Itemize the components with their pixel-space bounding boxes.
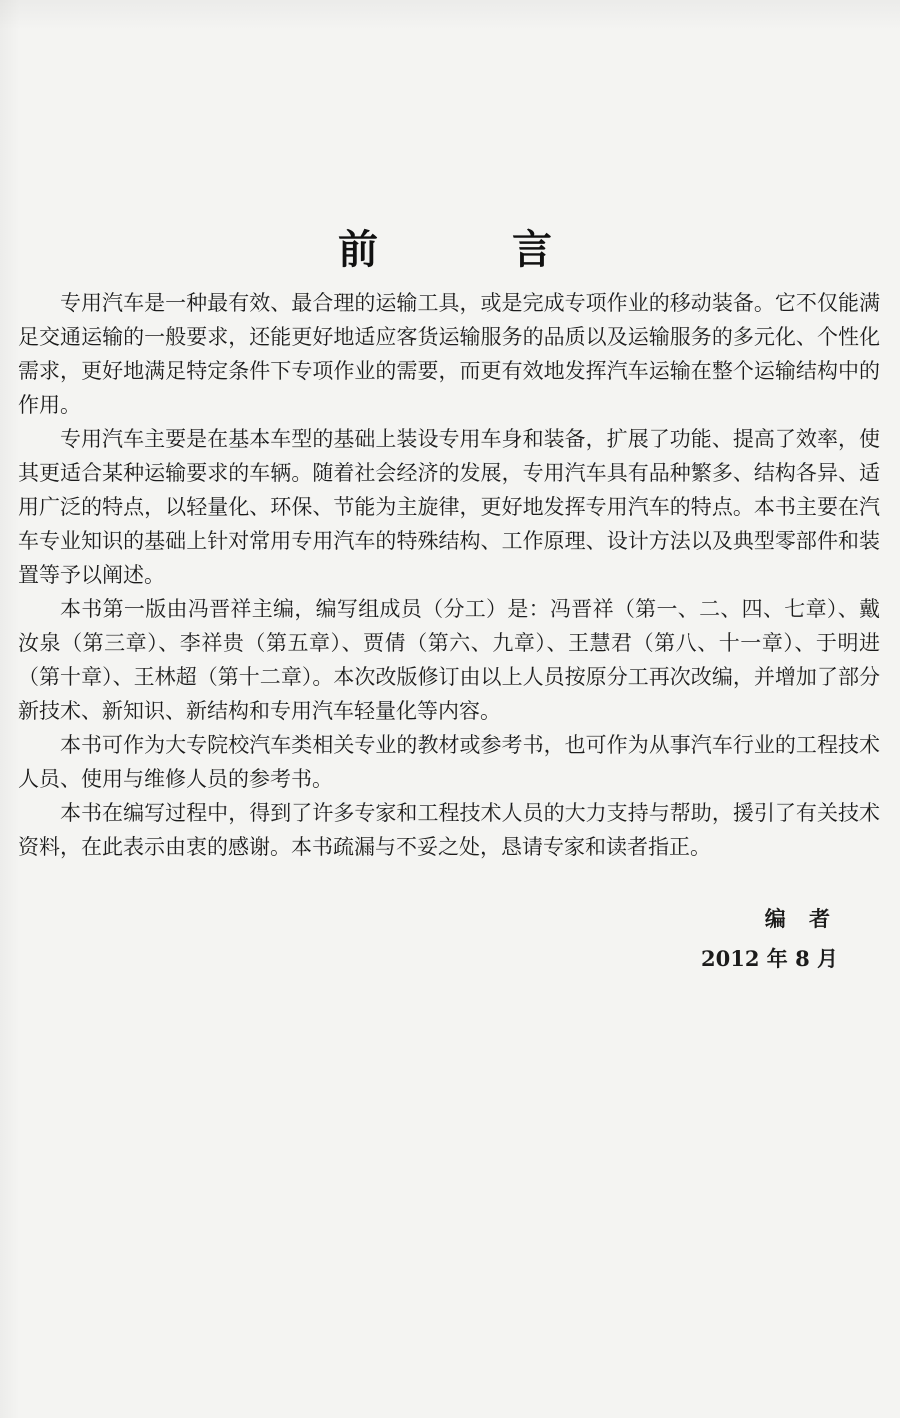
signature-block	[701, 902, 838, 976]
paragraph-1: 专用汽车是一种最有效、最合理的运输工具，或是完成专项作业的移动装备。它不仅能满足交通运输的一般要求，还能更好地适应客货运输服务的品质以及运输服务的多元化、个性化需求，更好地满足特定条件下专项作业的需要，而更有效地发挥汽车运输在整个运输结构中的作用。	[18, 291, 880, 417]
paragraph-4: 本书可作为大专院校汽车类相关专业的教材或参考书，也可作为从事汽车行业的工程技术人员、使用与维修人员的参考书。	[18, 733, 880, 791]
preface-body	[18, 286, 880, 864]
signature-author: 编 者	[764, 906, 838, 931]
paragraph-2: 专用汽车主要是在基本车型的基础上装设专用车身和装备，扩展了功能、提高了效率，使其更适合某种运输要求的车辆。随着社会经济的发展，专用汽车具有品种繁多、结构各异、适用广泛的特点，以轻量化、环保、节能为主旋律，更好地发挥专用汽车的特点。本书主要在汽车专业知识的基础上针对常用专用汽车的特殊结构、工作原理、设计方法以及典型零部件和装置等予以阐述。	[18, 427, 880, 587]
paragraph-5: 本书在编写过程中，得到了许多专家和工程技术人员的大力支持与帮助，援引了有关技术资料，在此表示由衷的感谢。本书疏漏与不妥之处，恳请专家和读者指正。	[18, 801, 880, 859]
signature-date: 2012 年 8 月	[701, 946, 838, 971]
paragraph-3: 本书第一版由冯晋祥主编，编写组成员（分工）是：冯晋祥（第一、二、四、七章）、戴汝泉（第三章）、李祥贵（第五章）、贾倩（第六、九章）、王慧君（第八、十一章）、于明进（第十章）、王林超（第十二章）。本次改版修订由以上人员按原分工再次改编，并增加了部分新技术、新知识、新结构和专用汽车轻量化等内容。	[18, 597, 880, 723]
page-title: 前 言	[338, 226, 612, 273]
